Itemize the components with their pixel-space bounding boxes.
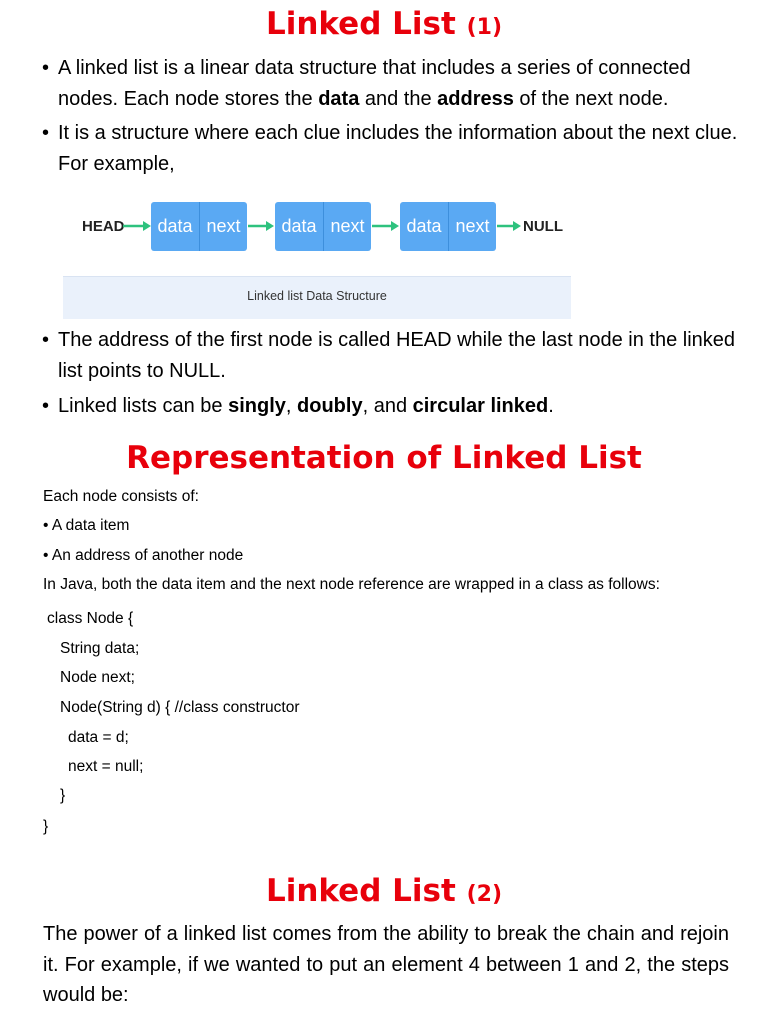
node-data-cell: data [151,202,200,251]
bold-doubly: doubly [297,395,363,417]
power-paragraph: The power of a linked list comes from the ability to break the chain and rejoin it. For example, if we wanted to put an element 4 between 1 and 2, the steps would be: [43,923,729,1006]
title-text: Linked List [265,6,456,42]
code-line-7: } [60,787,66,804]
figure-caption: Linked list Data Structure [247,289,387,303]
java-note: In Java, both the data item and the next node reference are wrapped in a class as follows: [43,576,660,593]
node-item-address: • An address of another node [43,547,244,564]
section-title-linked-list-2: Linked List (2) [265,873,503,909]
bullet-dot: • [42,395,50,417]
node-intro: Each node consists of: [43,488,199,505]
node-item-data: • A data item [43,517,130,534]
arrowhead-icon [266,221,274,231]
node-next-cell: next [455,216,490,236]
bold-singly: singly [228,395,286,417]
arrowhead-icon [143,221,151,231]
section-title-representation: Representation of Linked List [126,440,642,476]
arrowhead-icon [513,221,521,231]
bold-data: data [318,88,360,110]
node-2 [275,202,371,251]
bullet-definition: • A linked list is a linear data structure that includes a series of connected nodes. Each node stores the data and the address of the next node. [42,53,752,115]
code-line-5: data = d; [68,729,129,746]
node-data-cell: data [275,202,324,251]
section-title-linked-list-1 [0,6,768,42]
code-line-2: String data; [60,640,140,657]
code-line-6: next = null; [68,758,144,775]
bold-address: address [437,88,514,110]
bullet-dot: • [42,329,50,351]
bullet-head-null: • The address of the first node is called HEAD while the last node in the linked list points to NULL. [42,325,752,387]
bullet-structure: • It is a structure where each clue includes the information about the next clue. For example, [42,118,752,180]
node-3 [400,202,496,251]
title-number: (1) [466,15,503,40]
node-next-cell: next [206,216,241,236]
bold-circular: circular linked [412,395,549,417]
code-line-4: Node(String d) { //class constructor [60,699,300,716]
linked-list-figure [63,178,571,318]
node-1 [151,202,247,251]
code-line-8: } [43,818,49,835]
null-label: NULL [523,218,563,235]
code-line-3: Node next; [60,669,135,686]
node-data-cell: data [400,202,449,251]
bullet-dot: • [42,57,50,79]
code-line-1: class Node { [47,610,134,627]
bullet-dot: • [42,122,50,144]
arrowhead-icon [391,221,399,231]
node-next-cell: next [330,216,365,236]
head-label: HEAD [82,218,125,235]
bullet-types: • Linked lists can be singly, doubly, and circular linked. [42,391,752,422]
